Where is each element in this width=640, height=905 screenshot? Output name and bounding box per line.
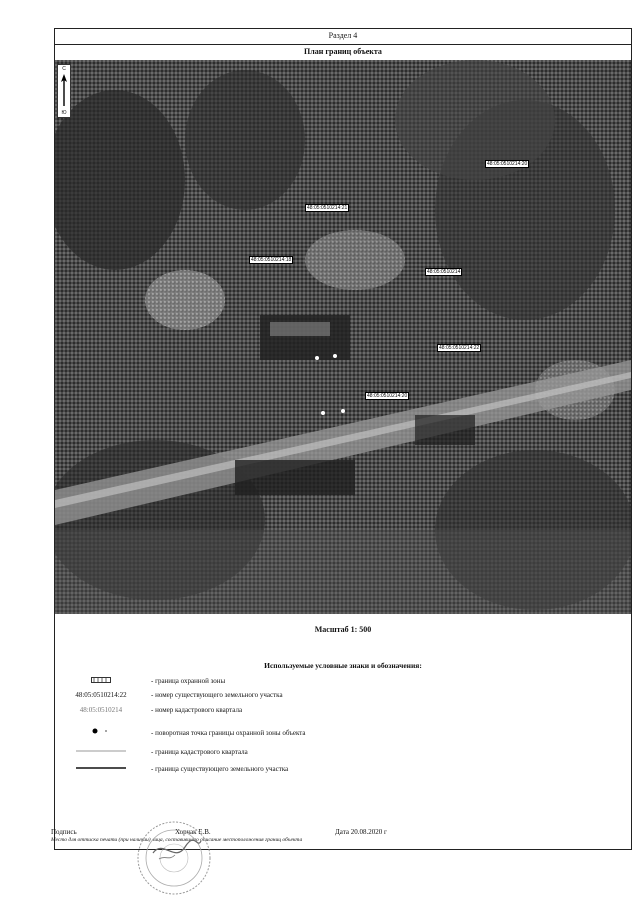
document-frame [51, 28, 632, 850]
legend-desc: - номер кадастрового квартала [151, 706, 243, 714]
parcel-label: 48:05:0510214:20 [487, 161, 528, 167]
legend-desc: - поворотная точка границы охранной зоны объекта [151, 729, 306, 737]
signature-label: Подпись [51, 828, 77, 836]
thick-line-icon [76, 765, 126, 771]
map-scale: Масштаб 1: 500 [314, 625, 372, 634]
south-label: Ю [61, 110, 67, 116]
parcel-border-symbol [55, 763, 147, 775]
legend-desc: - граница существующего земельного участка [151, 765, 289, 773]
seal-stamp [135, 819, 213, 897]
legend-desc: - граница кадастрового квартала [151, 748, 248, 756]
north-label: С [62, 66, 66, 72]
compass-arrow-icon [61, 74, 67, 106]
quarter-number-sample: 48:05:0510214 [79, 706, 123, 714]
legend-desc: - номер существующего земельного участка [151, 691, 283, 699]
legend-row-turning-point [55, 727, 631, 739]
legend-row-quarter-number [55, 704, 631, 716]
aerial-imagery [55, 60, 631, 614]
legend-desc: - граница охранной зоны [151, 677, 226, 685]
turning-point-symbol [55, 727, 147, 739]
parcel-label: 48:05:0510214:22 [439, 345, 480, 351]
north-arrow [57, 64, 71, 118]
protection-zone-symbol [55, 675, 147, 687]
section-header: Раздел 4 [55, 29, 631, 45]
hatched-border-icon [91, 677, 111, 683]
parcel-label: 48:05:0510214 [427, 269, 461, 275]
parcel-label: 48:05:0510214:20 [367, 393, 408, 399]
aerial-photo [55, 60, 631, 614]
document-date: Дата 20.08.2020 г [335, 828, 387, 836]
legend-row-parcel-border [55, 763, 631, 775]
plan-title: План границ объекта [55, 44, 631, 61]
legend-title: Используемые условные знаки и обозначения: [264, 661, 422, 670]
legend-row-parcel-number [55, 689, 631, 701]
legend-row-protection-zone [55, 675, 631, 687]
parcel-number-sample: 48:05:0510214:22 [75, 691, 127, 699]
quarter-border-symbol [55, 746, 147, 758]
parcel-label: 48:05:0510214:18 [251, 257, 292, 263]
parcel-label: 48:05:0510214:21 [307, 205, 348, 211]
legend-row-quarter-border [55, 746, 631, 758]
signer-name: Хорчак Е.В. [175, 828, 211, 836]
stamp-note: Место для оттиска печати (при наличии) лица, составившего описание местоположения границ объекта [51, 837, 303, 843]
point-dot-icon [86, 727, 116, 735]
thin-line-icon [76, 748, 126, 754]
